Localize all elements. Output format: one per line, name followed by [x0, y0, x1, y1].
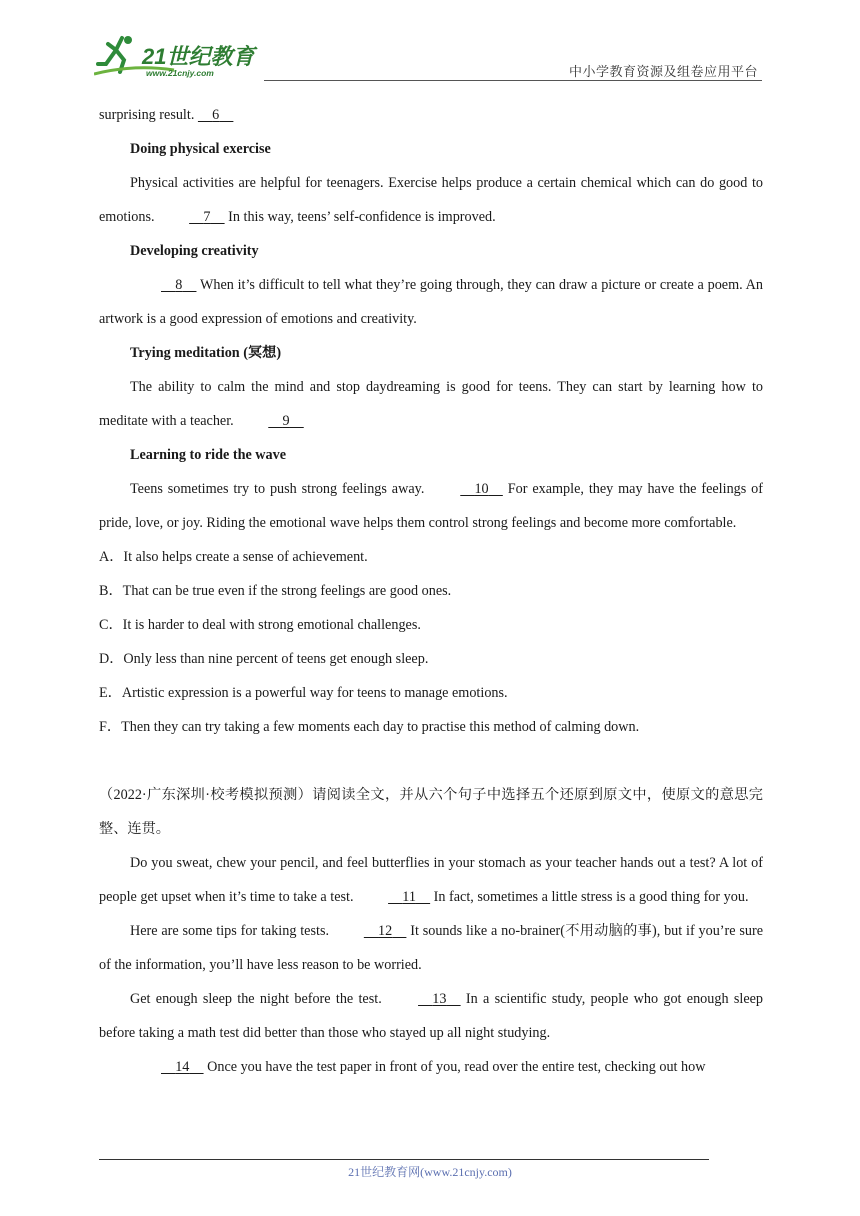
- paragraph: Here are some tips for taking tests. 12 It sounds like a no-brainer(不用动脑的事), but if you’re sure of the information, you’ll have less reason to be worried.: [99, 914, 763, 982]
- blank-13[interactable]: 13: [432, 991, 447, 1007]
- section-heading: Doing physical exercise: [130, 141, 271, 157]
- footer-divider: [99, 1159, 709, 1160]
- option-d: D．Only less than nine percent of teens get enough sleep.: [99, 651, 429, 667]
- paragraph: Physical activities are helpful for teenagers. Exercise helps produce a certain chemical which can do good to emotions. 7 In this way, teens’ self-confidence is improved.: [99, 166, 763, 234]
- option-f: F．Then they can try taking a few moments each day to practise this method of calming down.: [99, 719, 640, 735]
- blank-14[interactable]: 14: [175, 1059, 190, 1075]
- paragraph: Do you sweat, chew your pencil, and feel butterflies in your stomach as your teacher hands out a test? A lot of people get upset when it’s time to take a test. 11 In fact, sometimes a little stress is a good thing for you.: [99, 846, 763, 914]
- paragraph: 8 When it’s difficult to tell what they’re going through, they can draw a picture or create a poem. An artwork is a good expression of emotions and creativity.: [99, 268, 763, 336]
- blank-9[interactable]: 9: [282, 413, 290, 429]
- paragraph: The ability to calm the mind and stop daydreaming is good for teens. They can start by learning how to meditate with a teacher. 9: [99, 370, 763, 438]
- spacer: [99, 744, 763, 778]
- header-divider: [264, 80, 762, 81]
- option-a: A．It also helps create a sense of achievement.: [99, 549, 368, 565]
- blank-11[interactable]: 11: [402, 889, 416, 905]
- svg-text:www.21cnjy.com: www.21cnjy.com: [146, 68, 214, 78]
- site-logo: [94, 34, 264, 80]
- document-body: [99, 98, 763, 1084]
- paragraph: Teens sometimes try to push strong feelings away. 10 For example, they may have the feelings of pride, love, or joy. Riding the emotional wave helps them control strong feelings and become more comfortable.: [99, 472, 763, 540]
- option-c: C．It is harder to deal with strong emotional challenges.: [99, 617, 421, 633]
- platform-name: 中小学教育资源及组卷应用平台: [568, 64, 758, 79]
- section-heading: Learning to ride the wave: [130, 447, 287, 463]
- section-heading: Trying meditation (冥想): [130, 345, 282, 361]
- footer-text: 21世纪教育网(www.21cnjy.com): [348, 1165, 512, 1179]
- blank-10[interactable]: 10: [474, 481, 489, 497]
- paragraph: Get enough sleep the night before the test. 13 In a scientific study, people who got enough sleep before taking a math test did better than those who stayed up all night studying.: [99, 982, 763, 1050]
- blank-7[interactable]: 7: [203, 209, 211, 225]
- blank-8[interactable]: 8: [175, 277, 183, 293]
- section-heading: Developing creativity: [130, 243, 259, 259]
- paragraph: surprising result. 6: [99, 98, 763, 132]
- blank-12[interactable]: 12: [378, 923, 393, 939]
- paragraph: 14 Once you have the test paper in front of you, read over the entire test, checking out how: [99, 1050, 763, 1084]
- question-intro: （2022·广东深圳·校考模拟预测）请阅读全文，并从六个句子中选择五个还原到原文中，使原文的意思完整、连贯。: [99, 787, 763, 837]
- option-e: E．Artistic expression is a powerful way for teens to manage emotions.: [99, 685, 508, 701]
- svg-text:21世纪教育: 21世纪教育: [142, 44, 255, 69]
- page-header: [94, 34, 762, 80]
- option-b: B．That can be true even if the strong feelings are good ones.: [99, 583, 452, 599]
- blank-6[interactable]: 6: [212, 107, 220, 123]
